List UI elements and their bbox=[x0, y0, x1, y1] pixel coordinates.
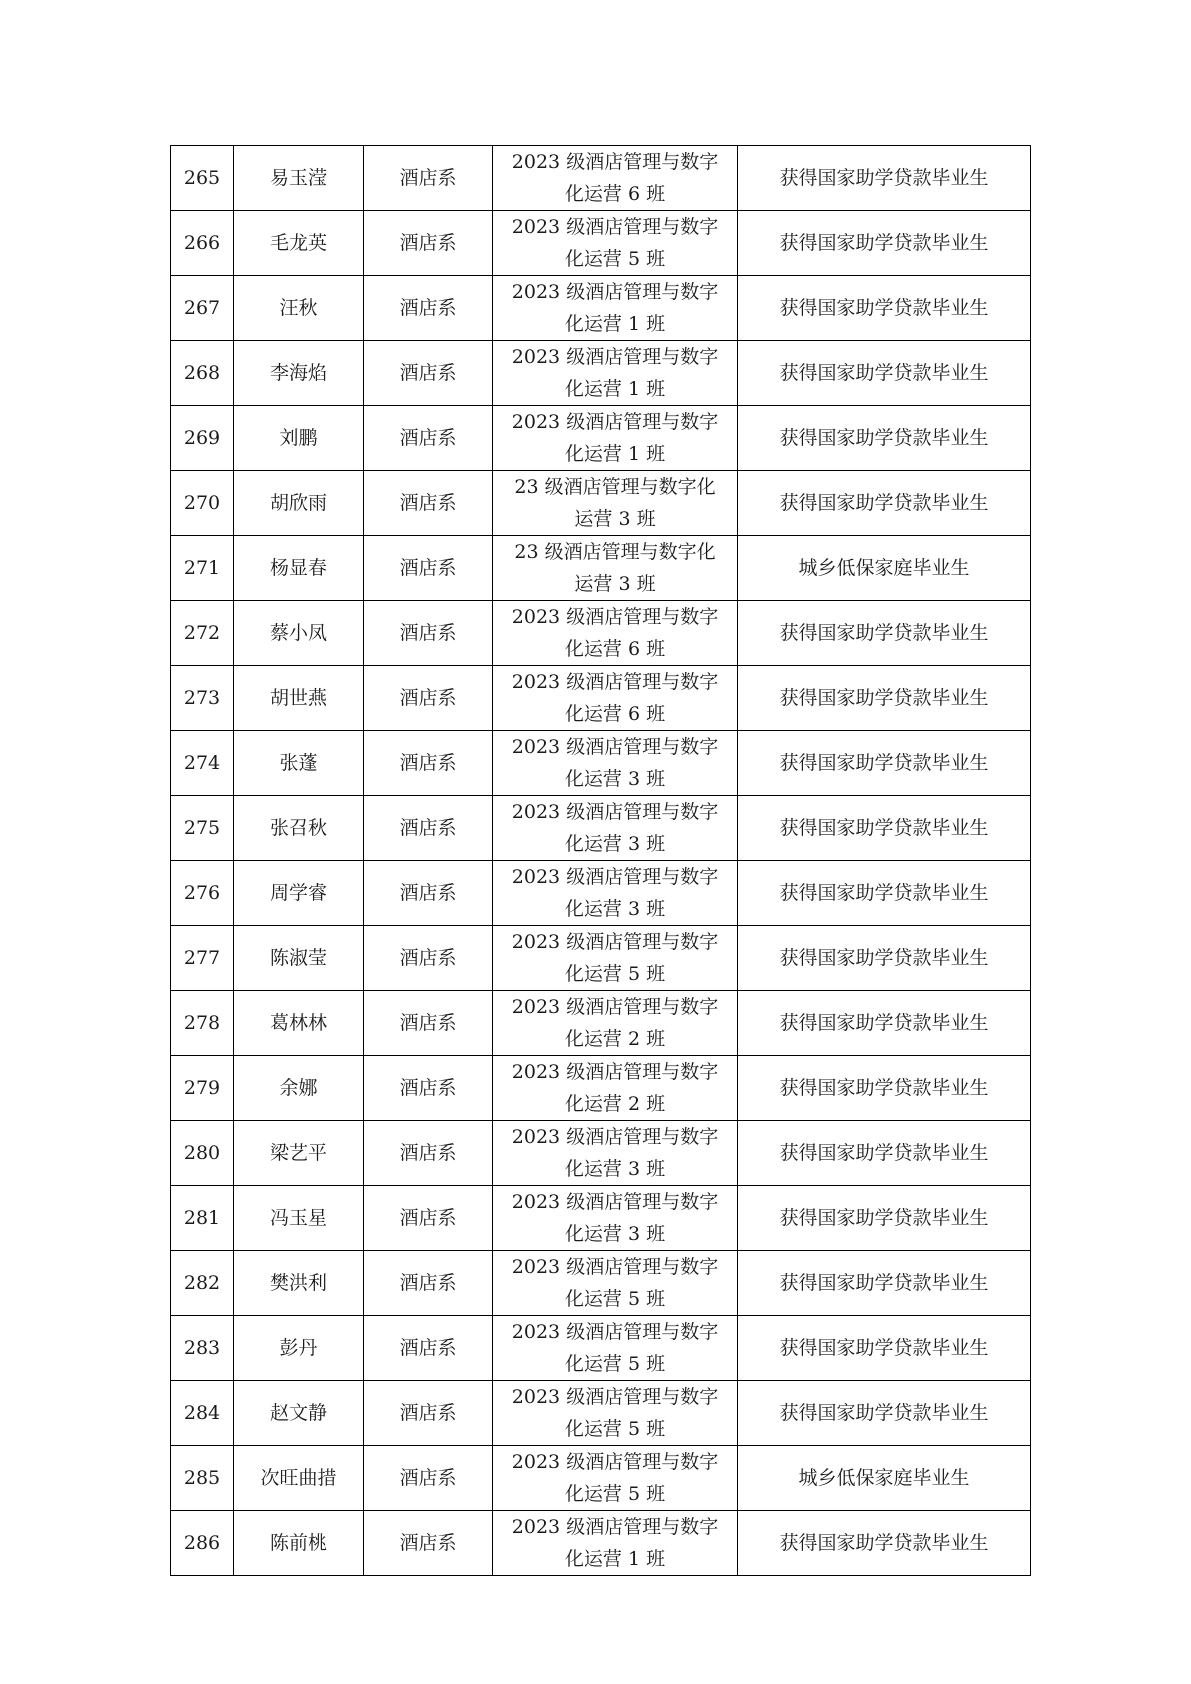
cell-class bbox=[493, 1316, 738, 1381]
cell-student-name: 胡欣雨 bbox=[234, 471, 364, 536]
table-row bbox=[171, 146, 1031, 211]
table-row bbox=[171, 1251, 1031, 1316]
cell-student-name: 赵文静 bbox=[234, 1381, 364, 1446]
class-text: 2023 级酒店管理与数字化运营 1 班 bbox=[511, 346, 719, 400]
cell-department: 酒店系 bbox=[364, 211, 493, 276]
table-row bbox=[171, 731, 1031, 796]
cell-student-name: 蔡小凤 bbox=[234, 601, 364, 666]
cell-number: 276 bbox=[171, 861, 234, 926]
cell-number: 272 bbox=[171, 601, 234, 666]
cell-graduate-type: 获得国家助学贷款毕业生 bbox=[738, 1056, 1031, 1121]
table-row bbox=[171, 991, 1031, 1056]
cell-number: 271 bbox=[171, 536, 234, 601]
cell-number: 279 bbox=[171, 1056, 234, 1121]
cell-department: 酒店系 bbox=[364, 1121, 493, 1186]
cell-class bbox=[493, 1186, 738, 1251]
cell-department: 酒店系 bbox=[364, 1316, 493, 1381]
cell-student-name: 胡世燕 bbox=[234, 666, 364, 731]
cell-department: 酒店系 bbox=[364, 926, 493, 991]
cell-number: 266 bbox=[171, 211, 234, 276]
cell-graduate-type: 获得国家助学贷款毕业生 bbox=[738, 1316, 1031, 1381]
cell-graduate-type: 获得国家助学贷款毕业生 bbox=[738, 276, 1031, 341]
cell-department: 酒店系 bbox=[364, 1251, 493, 1316]
table-row bbox=[171, 276, 1031, 341]
class-text: 2023 级酒店管理与数字化运营 2 班 bbox=[511, 996, 719, 1050]
table-row bbox=[171, 1121, 1031, 1186]
cell-graduate-type: 获得国家助学贷款毕业生 bbox=[738, 1121, 1031, 1186]
cell-class bbox=[493, 1251, 738, 1316]
cell-number: 274 bbox=[171, 731, 234, 796]
cell-number: 267 bbox=[171, 276, 234, 341]
table-row bbox=[171, 406, 1031, 471]
cell-class bbox=[493, 1381, 738, 1446]
class-text: 2023 级酒店管理与数字化运营 1 班 bbox=[511, 411, 719, 465]
cell-student-name: 次旺曲措 bbox=[234, 1446, 364, 1511]
cell-student-name: 刘鹏 bbox=[234, 406, 364, 471]
cell-graduate-type: 获得国家助学贷款毕业生 bbox=[738, 471, 1031, 536]
cell-class bbox=[493, 926, 738, 991]
cell-class bbox=[493, 1446, 738, 1511]
cell-class bbox=[493, 276, 738, 341]
cell-number: 282 bbox=[171, 1251, 234, 1316]
class-text: 2023 级酒店管理与数字化运营 3 班 bbox=[511, 1191, 719, 1245]
class-text: 2023 级酒店管理与数字化运营 2 班 bbox=[511, 1061, 719, 1115]
cell-department: 酒店系 bbox=[364, 1186, 493, 1251]
cell-class bbox=[493, 991, 738, 1056]
class-text: 2023 级酒店管理与数字化运营 5 班 bbox=[511, 216, 719, 270]
cell-number: 268 bbox=[171, 341, 234, 406]
class-text: 2023 级酒店管理与数字化运营 5 班 bbox=[511, 1451, 719, 1505]
cell-number: 284 bbox=[171, 1381, 234, 1446]
table-row bbox=[171, 861, 1031, 926]
table-row bbox=[171, 1056, 1031, 1121]
class-text: 2023 级酒店管理与数字化运营 5 班 bbox=[511, 1386, 719, 1440]
cell-class bbox=[493, 861, 738, 926]
cell-student-name: 周学睿 bbox=[234, 861, 364, 926]
cell-number: 275 bbox=[171, 796, 234, 861]
cell-department: 酒店系 bbox=[364, 341, 493, 406]
cell-graduate-type: 获得国家助学贷款毕业生 bbox=[738, 1251, 1031, 1316]
cell-student-name: 李海焰 bbox=[234, 341, 364, 406]
cell-department: 酒店系 bbox=[364, 146, 493, 211]
cell-graduate-type: 获得国家助学贷款毕业生 bbox=[738, 926, 1031, 991]
class-text: 23 级酒店管理与数字化运营 3 班 bbox=[514, 476, 716, 530]
cell-student-name: 葛林林 bbox=[234, 991, 364, 1056]
cell-class bbox=[493, 1511, 738, 1576]
cell-department: 酒店系 bbox=[364, 276, 493, 341]
cell-student-name: 彭丹 bbox=[234, 1316, 364, 1381]
cell-graduate-type: 城乡低保家庭毕业生 bbox=[738, 1446, 1031, 1511]
cell-graduate-type: 获得国家助学贷款毕业生 bbox=[738, 146, 1031, 211]
cell-class bbox=[493, 211, 738, 276]
cell-student-name: 樊洪利 bbox=[234, 1251, 364, 1316]
table-row bbox=[171, 601, 1031, 666]
cell-class bbox=[493, 1121, 738, 1186]
cell-graduate-type: 城乡低保家庭毕业生 bbox=[738, 536, 1031, 601]
table-row bbox=[171, 536, 1031, 601]
cell-department: 酒店系 bbox=[364, 536, 493, 601]
cell-number: 278 bbox=[171, 991, 234, 1056]
cell-department: 酒店系 bbox=[364, 991, 493, 1056]
class-text: 2023 级酒店管理与数字化运营 6 班 bbox=[511, 671, 719, 725]
cell-department: 酒店系 bbox=[364, 731, 493, 796]
cell-graduate-type: 获得国家助学贷款毕业生 bbox=[738, 796, 1031, 861]
table-row bbox=[171, 211, 1031, 276]
class-text: 2023 级酒店管理与数字化运营 3 班 bbox=[511, 801, 719, 855]
cell-graduate-type: 获得国家助学贷款毕业生 bbox=[738, 1381, 1031, 1446]
cell-department: 酒店系 bbox=[364, 1056, 493, 1121]
cell-number: 277 bbox=[171, 926, 234, 991]
cell-number: 285 bbox=[171, 1446, 234, 1511]
cell-graduate-type: 获得国家助学贷款毕业生 bbox=[738, 666, 1031, 731]
cell-class bbox=[493, 536, 738, 601]
class-text: 2023 级酒店管理与数字化运营 6 班 bbox=[511, 151, 719, 205]
cell-graduate-type: 获得国家助学贷款毕业生 bbox=[738, 1186, 1031, 1251]
cell-department: 酒店系 bbox=[364, 601, 493, 666]
cell-student-name: 陈前桃 bbox=[234, 1511, 364, 1576]
cell-number: 270 bbox=[171, 471, 234, 536]
cell-graduate-type: 获得国家助学贷款毕业生 bbox=[738, 211, 1031, 276]
cell-student-name: 余娜 bbox=[234, 1056, 364, 1121]
table-row bbox=[171, 471, 1031, 536]
cell-number: 283 bbox=[171, 1316, 234, 1381]
cell-student-name: 张蓬 bbox=[234, 731, 364, 796]
cell-graduate-type: 获得国家助学贷款毕业生 bbox=[738, 861, 1031, 926]
cell-student-name: 梁艺平 bbox=[234, 1121, 364, 1186]
cell-graduate-type: 获得国家助学贷款毕业生 bbox=[738, 731, 1031, 796]
class-text: 2023 级酒店管理与数字化运营 1 班 bbox=[511, 1516, 719, 1570]
roster-table-body bbox=[171, 146, 1031, 1576]
cell-number: 273 bbox=[171, 666, 234, 731]
cell-graduate-type: 获得国家助学贷款毕业生 bbox=[738, 406, 1031, 471]
class-text: 2023 级酒店管理与数字化运营 3 班 bbox=[511, 866, 719, 920]
table-row bbox=[171, 1316, 1031, 1381]
class-text: 2023 级酒店管理与数字化运营 1 班 bbox=[511, 281, 719, 335]
class-text: 2023 级酒店管理与数字化运营 5 班 bbox=[511, 931, 719, 985]
cell-graduate-type: 获得国家助学贷款毕业生 bbox=[738, 1511, 1031, 1576]
cell-student-name: 陈淑莹 bbox=[234, 926, 364, 991]
cell-student-name: 张召秋 bbox=[234, 796, 364, 861]
cell-class bbox=[493, 601, 738, 666]
cell-class bbox=[493, 146, 738, 211]
class-text: 2023 级酒店管理与数字化运营 6 班 bbox=[511, 606, 719, 660]
cell-class bbox=[493, 1056, 738, 1121]
cell-class bbox=[493, 406, 738, 471]
cell-class bbox=[493, 796, 738, 861]
cell-department: 酒店系 bbox=[364, 1511, 493, 1576]
cell-number: 265 bbox=[171, 146, 234, 211]
class-text: 2023 级酒店管理与数字化运营 5 班 bbox=[511, 1321, 719, 1375]
table-row bbox=[171, 796, 1031, 861]
cell-student-name: 杨显春 bbox=[234, 536, 364, 601]
table-row bbox=[171, 926, 1031, 991]
cell-graduate-type: 获得国家助学贷款毕业生 bbox=[738, 601, 1031, 666]
cell-class bbox=[493, 341, 738, 406]
table-row bbox=[171, 1511, 1031, 1576]
cell-number: 286 bbox=[171, 1511, 234, 1576]
cell-student-name: 汪秋 bbox=[234, 276, 364, 341]
class-text: 2023 级酒店管理与数字化运营 5 班 bbox=[511, 1256, 719, 1310]
cell-student-name: 冯玉星 bbox=[234, 1186, 364, 1251]
table-row bbox=[171, 1381, 1031, 1446]
cell-department: 酒店系 bbox=[364, 1446, 493, 1511]
graduate-roster-table bbox=[170, 145, 1031, 1576]
cell-department: 酒店系 bbox=[364, 1381, 493, 1446]
cell-number: 269 bbox=[171, 406, 234, 471]
cell-graduate-type: 获得国家助学贷款毕业生 bbox=[738, 991, 1031, 1056]
cell-department: 酒店系 bbox=[364, 796, 493, 861]
table-row bbox=[171, 1446, 1031, 1511]
cell-student-name: 易玉滢 bbox=[234, 146, 364, 211]
cell-class bbox=[493, 471, 738, 536]
class-text: 2023 级酒店管理与数字化运营 3 班 bbox=[511, 736, 719, 790]
cell-graduate-type: 获得国家助学贷款毕业生 bbox=[738, 341, 1031, 406]
cell-number: 281 bbox=[171, 1186, 234, 1251]
cell-department: 酒店系 bbox=[364, 861, 493, 926]
class-text: 23 级酒店管理与数字化运营 3 班 bbox=[514, 541, 716, 595]
cell-number: 280 bbox=[171, 1121, 234, 1186]
table-row bbox=[171, 1186, 1031, 1251]
table-row bbox=[171, 666, 1031, 731]
cell-class bbox=[493, 731, 738, 796]
cell-department: 酒店系 bbox=[364, 471, 493, 536]
table-row bbox=[171, 341, 1031, 406]
cell-department: 酒店系 bbox=[364, 406, 493, 471]
cell-class bbox=[493, 666, 738, 731]
cell-department: 酒店系 bbox=[364, 666, 493, 731]
class-text: 2023 级酒店管理与数字化运营 3 班 bbox=[511, 1126, 719, 1180]
cell-student-name: 毛龙英 bbox=[234, 211, 364, 276]
